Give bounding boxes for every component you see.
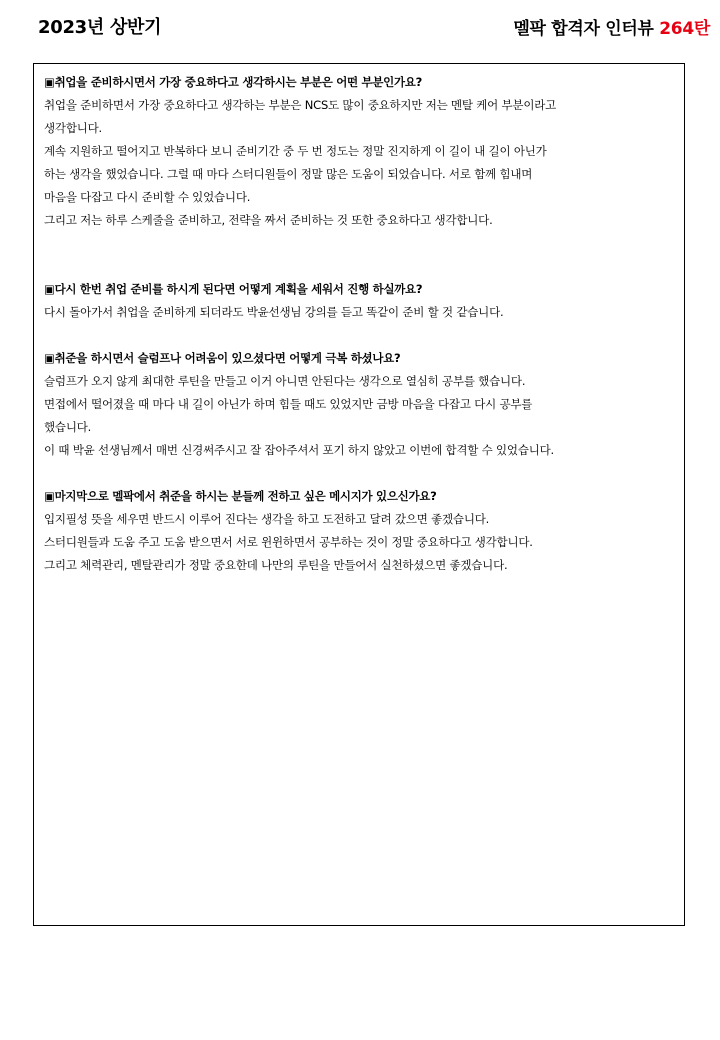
header-interview-title (513, 14, 710, 39)
answer-1-line-5: 마음을 다잡고 다시 준비할 수 있었습니다. (44, 190, 251, 204)
answer-1-line-6: 그리고 저는 하루 스케줄을 준비하고, 전략을 짜서 준비하는 것 또한 중요하다고 생각합니다. (44, 213, 493, 227)
section-spacer (44, 324, 674, 347)
question-4: ▣마지막으로 멜팍에서 취준을 하시는 분들께 전하고 싶은 메시지가 있으신가요? (44, 489, 437, 503)
question-2: ▣다시 한번 취업 준비를 하시게 된다면 어떻게 계획을 세워서 진행 하실까요? (44, 282, 423, 296)
header-year-title: 2023년 상반기 (38, 17, 162, 38)
qa-block-2 (44, 278, 674, 324)
answer-3-line-3: 했습니다. (44, 420, 92, 434)
answer-1-line-2: 생각합니다. (44, 121, 102, 135)
question-1: ▣취업을 준비하시면서 가장 중요하다고 생각하시는 부분은 어떤 부분인가요? (44, 75, 422, 89)
answer-1-line-3: 계속 지원하고 떨어지고 반복하다 보니 준비기간 중 두 번 정도는 정말 진지하게 이 길이 내 길이 아닌가 (44, 144, 547, 158)
qa-block-3 (44, 347, 674, 462)
qa-block-4 (44, 485, 674, 577)
interview-content-box (33, 63, 685, 926)
answer-4-line-2: 스터디원들과 도움 주고 도움 받으면서 서로 윈윈하면서 공부하는 것이 정말 중요하다고 생각합니다. (44, 535, 533, 549)
answer-1-line-4: 하는 생각을 했었습니다. 그럴 때 마다 스터디원들이 정말 많은 도움이 되었습니다. 서로 함께 힘내며 (44, 167, 533, 181)
section-spacer (44, 462, 674, 485)
answer-1-line-1: 취업을 준비하면서 가장 중요하다고 생각하는 부분은 NCS도 많이 중요하지만 저는 멘탈 케어 부분이라고 (44, 98, 557, 112)
answer-4-line-3: 그리고 체력관리, 멘탈관리가 정말 중요한데 나만의 루틴을 만들어서 실천하셨으면 좋겠습니다. (44, 558, 508, 572)
qa-block-1 (44, 71, 674, 232)
header-interview-number: 264탄 (659, 19, 710, 39)
answer-3-line-2: 면접에서 떨어졌을 때 마다 내 길이 아닌가 하며 힘들 때도 있었지만 금방 마음을 다잡고 다시 공부를 (44, 397, 533, 411)
question-3: ▣취준을 하시면서 슬럼프나 어려움이 있으셨다면 어떻게 극복 하셨나요? (44, 351, 401, 365)
answer-3-line-4: 이 때 박윤 선생님께서 매번 신경써주시고 잘 잡아주셔서 포기 하지 않았고 이번에 합격할 수 있었습니다. (44, 443, 555, 457)
section-spacer (44, 232, 674, 278)
answer-4-line-1: 입지필성 뜻을 세우면 반드시 이루어 진다는 생각을 하고 도전하고 달려 갔으면 좋겠습니다. (44, 512, 490, 526)
answer-3-line-1: 슬럼프가 오지 않게 최대한 루틴을 만들고 이거 아니면 안된다는 생각으로 열심히 공부를 했습니다. (44, 374, 526, 388)
header-interview-label: 멜팍 합격자 인터뷰 (513, 19, 660, 39)
answer-2-line-1: 다시 돌아가서 취업을 준비하게 되더라도 박윤선생님 강의를 듣고 똑같이 준비 할 것 같습니다. (44, 305, 504, 319)
